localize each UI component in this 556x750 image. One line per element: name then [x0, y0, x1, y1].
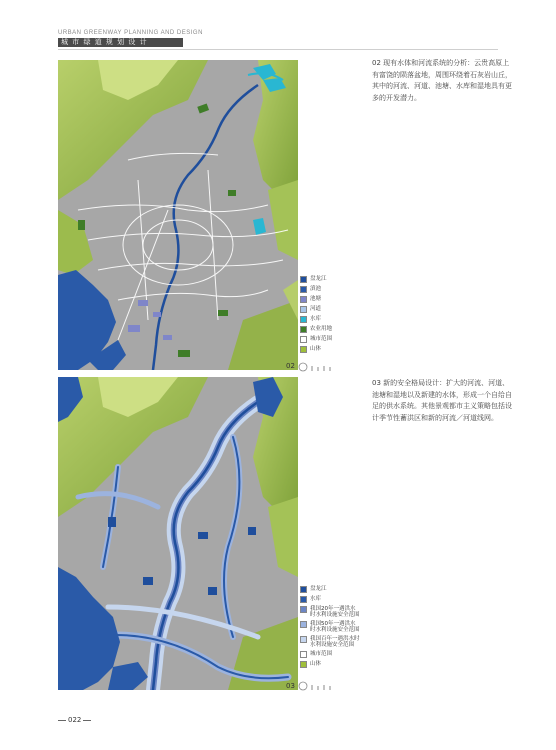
page-number: 022 — [58, 716, 91, 724]
scale-compass-icon — [298, 362, 338, 372]
legend-item — [300, 296, 360, 303]
legend-swatch — [300, 346, 307, 353]
caption-map-02: 02 现有水体和河流系统的分析：云贵高原上有富饶的陨落盆地，周围环绕着石灰岩山丘，其中的河流、河道、池塘、水库和湿地具有更多的开发潜力。 — [372, 59, 512, 102]
legend-label: 盘龙江 — [310, 586, 327, 592]
map-number-03: 03 — [286, 682, 295, 690]
map-new-safety-pattern — [58, 377, 298, 690]
scale-compass-icon — [298, 681, 338, 691]
legend-swatch — [300, 306, 307, 313]
caption-map-03: 03 新的安全格局设计：扩大的河流、河道、池塘和湿地以及新建的水体，形成一个自给自足的供水系统。其他景观都市主义策略包括设计季节性蓄洪区和新的河流／河道线网。 — [372, 379, 512, 422]
legend-label: 山体 — [310, 661, 322, 668]
legend-swatch — [300, 326, 307, 333]
legend-swatch — [300, 586, 307, 593]
legend-swatch — [300, 621, 307, 628]
legend-item — [300, 346, 360, 353]
header-divider — [58, 49, 498, 50]
header-english-title: URBAN GREENWAY PLANNING AND DESIGN — [58, 30, 203, 36]
legend-swatch — [300, 316, 307, 323]
legend-item — [300, 326, 360, 333]
legend-swatch — [300, 651, 307, 658]
legend-label: 山体 — [310, 346, 322, 352]
legend-map-03 — [300, 586, 360, 671]
legend-item — [300, 636, 360, 648]
legend-item — [300, 286, 360, 293]
legend-label: 城市范围 — [310, 651, 333, 658]
legend-item — [300, 336, 360, 343]
legend-item — [300, 596, 360, 603]
map-existing-water-system — [58, 60, 298, 370]
header-chinese-text: 城 市 绿 道 规 划 设 计 — [61, 38, 148, 46]
legend-item — [300, 621, 360, 633]
legend-label: 农业用地 — [310, 326, 333, 332]
legend-item — [300, 306, 360, 313]
legend-swatch — [300, 606, 307, 613]
legend-item — [300, 586, 360, 593]
legend-swatch — [300, 661, 307, 668]
legend-label: 河道 — [310, 306, 322, 312]
legend-swatch — [300, 296, 307, 303]
legend-label: 水库 — [310, 596, 322, 602]
legend-swatch — [300, 596, 307, 603]
legend-swatch — [300, 336, 307, 343]
legend-label: 水库 — [310, 316, 322, 322]
legend-label: 池塘 — [310, 296, 322, 302]
legend-item — [300, 651, 360, 658]
legend-label: 我国百年一遇洪水时水利设施安全范围 — [310, 636, 360, 649]
map-number-02: 02 — [286, 362, 295, 370]
legend-label: 城市范围 — [310, 336, 333, 342]
legend-item — [300, 316, 360, 323]
legend-swatch — [300, 286, 307, 293]
header-chinese-title — [58, 38, 358, 47]
legend-swatch — [300, 276, 307, 283]
legend-label: 我国50年一遇洪水时水利设施安全范围 — [310, 621, 360, 634]
legend-swatch — [300, 636, 307, 643]
legend-item — [300, 606, 360, 618]
legend-item — [300, 661, 360, 668]
legend-label: 滇池 — [310, 286, 322, 292]
legend-label: 盘龙江 — [310, 276, 327, 282]
legend-label: 我国20年一遇洪水时水利设施安全范围 — [310, 606, 360, 619]
legend-item — [300, 276, 360, 283]
legend-map-02 — [300, 276, 360, 356]
